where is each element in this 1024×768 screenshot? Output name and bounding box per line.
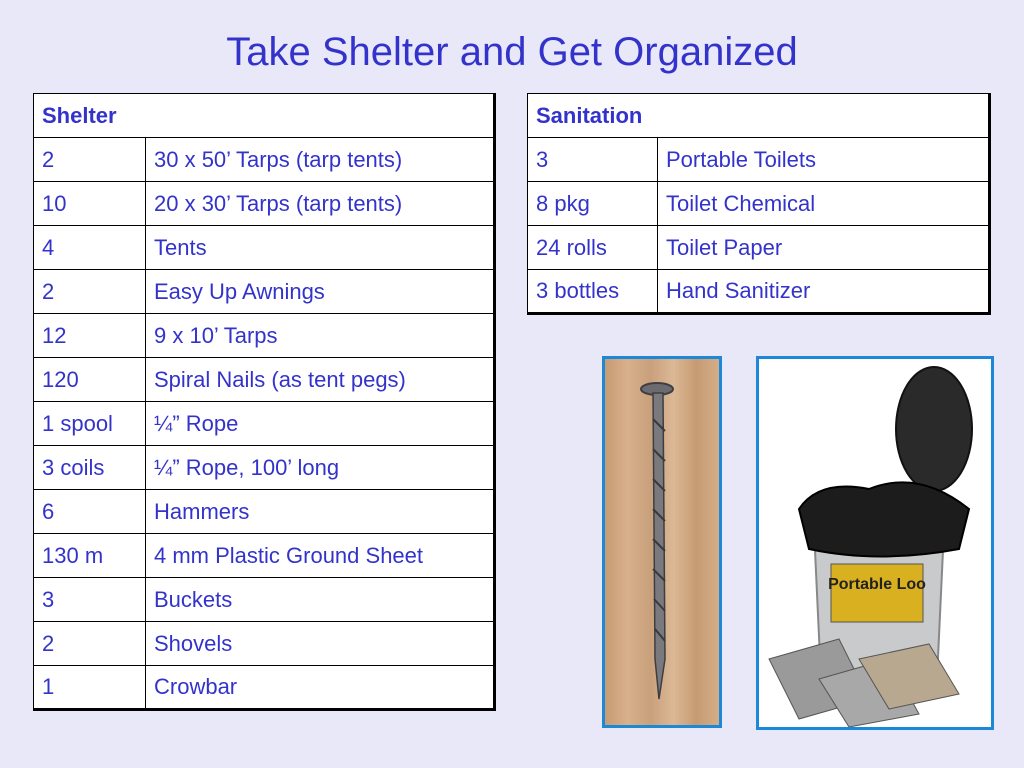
qty-cell: 3 bottles bbox=[528, 270, 658, 314]
table-row bbox=[528, 226, 990, 270]
table-row bbox=[34, 182, 495, 226]
spiral-nail-photo bbox=[602, 356, 722, 728]
qty-cell: 8 pkg bbox=[528, 182, 658, 226]
item-cell: 30 x 50’ Tarps (tarp tents) bbox=[146, 138, 495, 182]
item-cell: Toilet Paper bbox=[658, 226, 990, 270]
table-row bbox=[34, 446, 495, 490]
item-cell: ¼” Rope bbox=[146, 402, 495, 446]
table-row bbox=[34, 666, 495, 710]
shelter-header: Shelter bbox=[34, 94, 495, 138]
table-row bbox=[34, 402, 495, 446]
item-cell: 9 x 10’ Tarps bbox=[146, 314, 495, 358]
portable-toilet-image bbox=[759, 359, 991, 727]
item-cell: ¼” Rope, 100’ long bbox=[146, 446, 495, 490]
qty-cell: 3 coils bbox=[34, 446, 146, 490]
qty-cell: 2 bbox=[34, 270, 146, 314]
table-row bbox=[34, 138, 495, 182]
qty-cell: 120 bbox=[34, 358, 146, 402]
sanitation-header: Sanitation bbox=[528, 94, 990, 138]
table-header-row bbox=[528, 94, 990, 138]
table-row bbox=[34, 358, 495, 402]
item-cell: 20 x 30’ Tarps (tarp tents) bbox=[146, 182, 495, 226]
table-row bbox=[34, 578, 495, 622]
table-row bbox=[34, 226, 495, 270]
qty-cell: 2 bbox=[34, 138, 146, 182]
qty-cell: 10 bbox=[34, 182, 146, 226]
portable-toilet-photo bbox=[756, 356, 994, 730]
spiral-nail-image bbox=[605, 359, 719, 725]
table-header-row bbox=[34, 94, 495, 138]
shelter-table bbox=[33, 93, 496, 711]
table-row bbox=[528, 138, 990, 182]
qty-cell: 1 bbox=[34, 666, 146, 710]
table-row bbox=[528, 182, 990, 226]
toilet-brand-label: Portable Loo bbox=[828, 576, 926, 593]
item-cell: Spiral Nails (as tent pegs) bbox=[146, 358, 495, 402]
table-row bbox=[34, 490, 495, 534]
page-title: Take Shelter and Get Organized bbox=[226, 30, 798, 74]
item-cell: 4 mm Plastic Ground Sheet bbox=[146, 534, 495, 578]
qty-cell: 24 rolls bbox=[528, 226, 658, 270]
table-row bbox=[34, 270, 495, 314]
qty-cell: 2 bbox=[34, 622, 146, 666]
qty-cell: 6 bbox=[34, 490, 146, 534]
table-row bbox=[34, 314, 495, 358]
table-row bbox=[34, 622, 495, 666]
qty-cell: 4 bbox=[34, 226, 146, 270]
item-cell: Shovels bbox=[146, 622, 495, 666]
sanitation-table bbox=[527, 93, 991, 315]
item-cell: Portable Toilets bbox=[658, 138, 990, 182]
qty-cell: 12 bbox=[34, 314, 146, 358]
qty-cell: 3 bbox=[34, 578, 146, 622]
item-cell: Hammers bbox=[146, 490, 495, 534]
table-row bbox=[34, 534, 495, 578]
qty-cell: 1 spool bbox=[34, 402, 146, 446]
table-row bbox=[528, 270, 990, 314]
item-cell: Crowbar bbox=[146, 666, 495, 710]
item-cell: Hand Sanitizer bbox=[658, 270, 990, 314]
qty-cell: 3 bbox=[528, 138, 658, 182]
qty-cell: 130 m bbox=[34, 534, 146, 578]
item-cell: Easy Up Awnings bbox=[146, 270, 495, 314]
item-cell: Toilet Chemical bbox=[658, 182, 990, 226]
item-cell: Tents bbox=[146, 226, 495, 270]
item-cell: Buckets bbox=[146, 578, 495, 622]
